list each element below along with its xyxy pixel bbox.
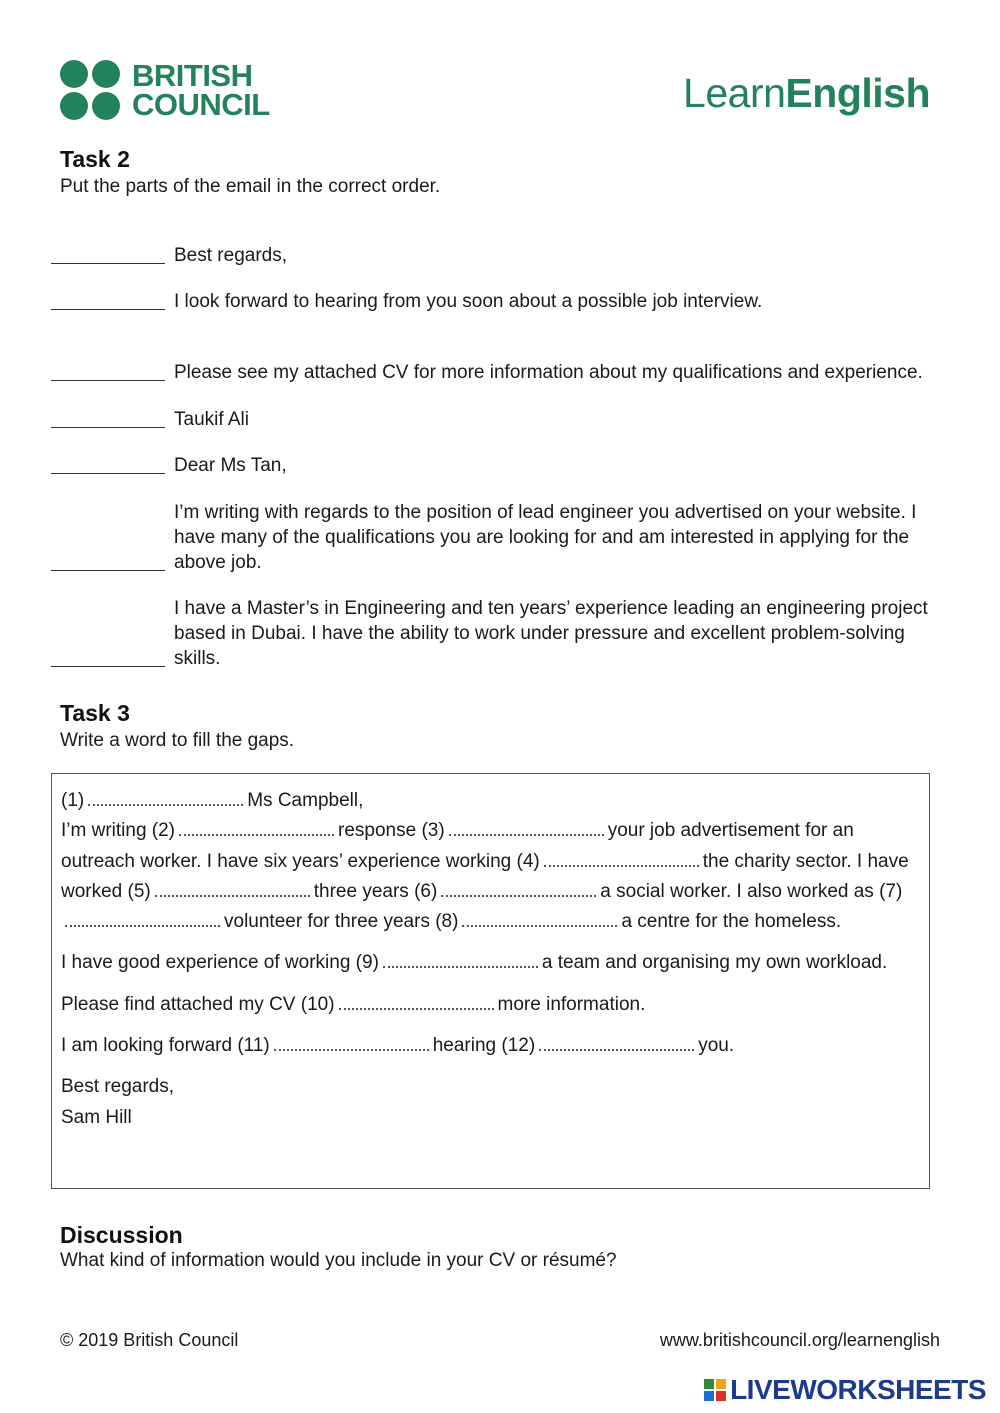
- gap-1[interactable]: [88, 790, 243, 806]
- order-blank[interactable]: [51, 263, 165, 264]
- task2-instruction: Put the parts of the email in the correct order.: [60, 176, 441, 197]
- british-council-wordmark: BRITISH COUNCIL: [132, 58, 270, 122]
- task2-title: Task 2: [60, 146, 130, 172]
- discussion-title: Discussion: [60, 1222, 183, 1248]
- learnenglish-logo: LearnEnglish: [683, 70, 930, 116]
- order-blank[interactable]: [51, 666, 165, 667]
- email-paragraph-1: I’m writing (2) response (3) your job advertisement for an outreach worker. I have six years’ experience working (4) the charity sector. I have worked (5) three years (6) a social worker. I also worked as (7)volunteer for three years (8) a centre for the homeless.: [61, 820, 909, 933]
- british-council-logo: [60, 60, 270, 120]
- gap-2[interactable]: [179, 820, 334, 836]
- task3-instruction: Write a word to fill the gaps.: [60, 730, 295, 751]
- gap-12[interactable]: [539, 1035, 694, 1051]
- footer-url-link[interactable]: www.britishcouncil.org/learnenglish: [659, 1330, 940, 1350]
- email-signature: Sam Hill: [61, 1106, 132, 1128]
- gap-3[interactable]: [449, 820, 604, 836]
- liveworksheets-logo: [704, 1374, 986, 1406]
- order-blank[interactable]: [51, 473, 165, 474]
- order-blank[interactable]: [51, 427, 165, 428]
- email-paragraph-4: I am looking forward (11) hearing (12) you.: [61, 1035, 735, 1057]
- order-blank[interactable]: [51, 380, 165, 381]
- email-paragraph-3: Please find attached my CV (10) more information.: [61, 993, 646, 1015]
- order-blank[interactable]: [51, 570, 165, 571]
- gap-5[interactable]: [155, 881, 310, 897]
- gap-9[interactable]: [383, 952, 538, 968]
- email-paragraph-2: I have good experience of working (9) a team and organising my own workload.: [61, 952, 888, 974]
- gap-fill-email-box: [51, 773, 930, 1189]
- gap-11[interactable]: [274, 1035, 429, 1051]
- email-salutation: (1) Ms Campbell,: [61, 790, 364, 811]
- gap-4[interactable]: [544, 851, 699, 867]
- gap-10[interactable]: [339, 994, 494, 1010]
- liveworksheets-icon: [704, 1379, 726, 1401]
- gap-8[interactable]: [462, 911, 617, 927]
- order-blank[interactable]: [51, 309, 165, 310]
- discussion-question: What kind of information would you include in your CV or résumé?: [60, 1250, 617, 1271]
- email-closing: Best regards,: [61, 1076, 174, 1098]
- gap-7[interactable]: [65, 911, 220, 927]
- task3-title: Task 3: [60, 700, 130, 726]
- british-council-dots-icon: [60, 60, 120, 120]
- liveworksheets-wordmark: LIVEWORKSHEETS: [730, 1374, 986, 1405]
- gap-6[interactable]: [441, 881, 596, 897]
- copyright-text: © 2019 British Council: [60, 1330, 239, 1350]
